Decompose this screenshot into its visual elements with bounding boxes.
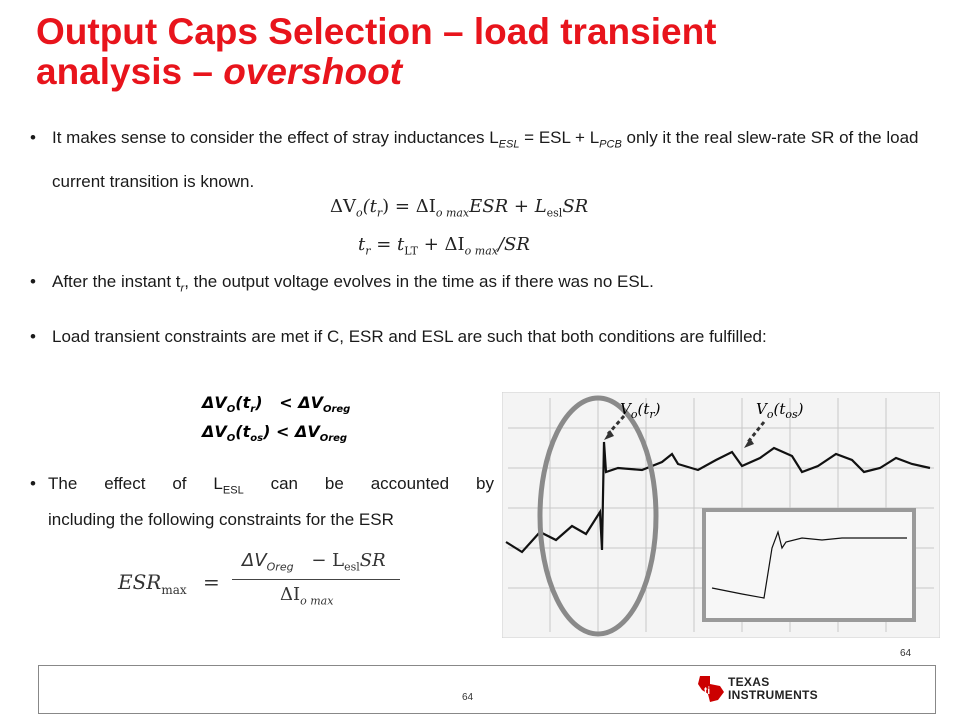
bullet1-text-c: only it the real slew-rate SR of the load current transition is known. (52, 128, 919, 192)
bullet1-sub-esl: ESL (498, 138, 520, 151)
bullet-constraints: • Load transient constraints are met if C, ESR and ESL are such that both conditions are fulfilled: (52, 318, 892, 356)
oscilloscope-figure (502, 392, 940, 638)
fraction-bar (232, 579, 400, 580)
bullet4-line2: including the following constraints for the ESR (48, 510, 394, 530)
bullet-after-instant: • After the instant $t_r$, the output voltage evolves in the time as if there was no ESL. (30, 272, 654, 295)
bullet-dot: • (30, 272, 36, 291)
bullet-dot: • (30, 128, 36, 147)
bullet-dot: • (30, 327, 36, 346)
scope-label-vo-tos: $V_o(t_{os})$ (756, 400, 804, 421)
equation-delta-vo: $\Delta V_o(t_r) = \Delta I_{o max}ESR + L_{esl}SR$ (330, 196, 589, 220)
slide-title (36, 12, 936, 92)
scope-inset (704, 510, 914, 620)
bullet1-text-b: = ESL + L (519, 128, 600, 147)
bullet1-text-a: It makes sense to consider the effect of stray inductances L (52, 128, 499, 147)
page-number-center: 64 (462, 692, 474, 703)
page-number-top: 64 (900, 648, 912, 659)
esr-numerator: $\Delta V_{Oreg} - L_{esl}SR$ (242, 550, 386, 574)
equation-tr: $t_r = t_{LT} + \Delta I_{o max}/SR$ (358, 234, 530, 258)
ti-wordmark: TEXAS INSTRUMENTS (728, 675, 818, 702)
scope-label-vo-tr: $V_o(t_r)$ (620, 400, 661, 421)
ti-logo (696, 674, 826, 706)
title-line2-prefix: analysis – (36, 51, 224, 92)
condition-tr: $\Delta V_O(t_r) < \Delta V_{Oreg}$ (202, 393, 351, 416)
svg-text:ti: ti (704, 686, 711, 697)
condition-tos: $\Delta V_O(t_{os}) < \Delta V_{Oreg}$ (202, 422, 348, 445)
title-line2-emphasis: overshoot (223, 51, 403, 92)
bullet-stray-inductance (30, 119, 922, 201)
scope-svg (502, 392, 940, 638)
esr-denominator: $\Delta I_{o max}$ (280, 584, 334, 608)
bullet-dot: • (30, 474, 36, 493)
bullet-effect-lesl (30, 474, 494, 530)
esr-lhs: $ESR_{max}$ = (118, 570, 220, 597)
bullet1-sub-pcb: PCB (599, 138, 622, 151)
texas-state-icon (696, 674, 726, 704)
bullet4-line1: The effect of $L_{ESL}$ can be accounted by (48, 474, 494, 497)
title-line1: Output Caps Selection – load transient (36, 11, 717, 52)
